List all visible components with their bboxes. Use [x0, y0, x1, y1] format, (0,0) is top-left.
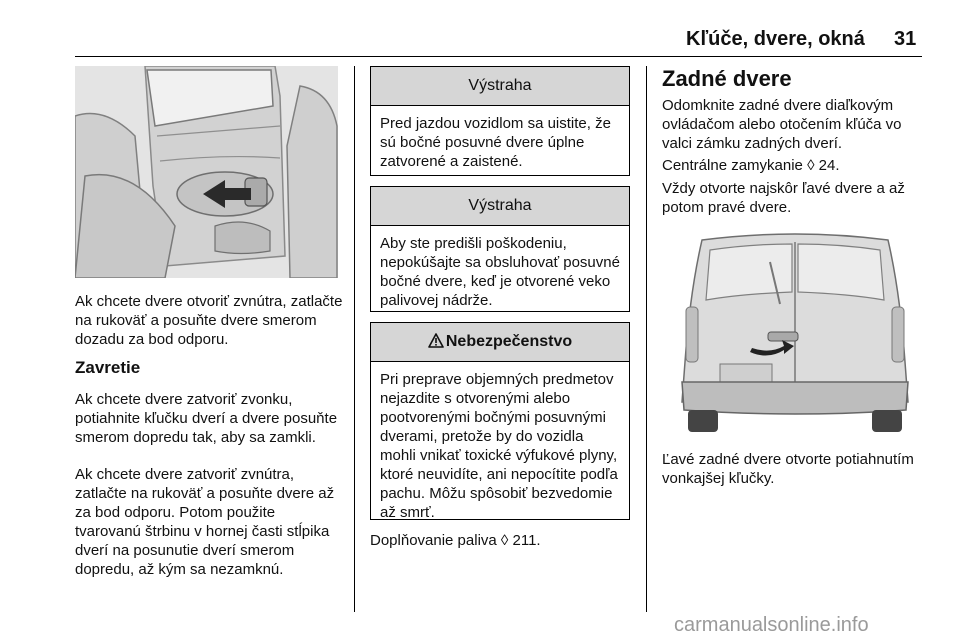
page-header-title: Kľúče, dvere, okná [686, 28, 865, 50]
refuel-reference: Doplňovanie paliva ◊ 211. [370, 532, 541, 549]
rear-doors-paragraph-2: Centrálne zamykanie ◊ 24. [662, 157, 840, 174]
close-paragraph-1: Ak chcete dvere zatvoriť zvonku, potiahnite kľučku dverí a dvere posuňte smerom dopredu tak, aby sa zamkli. [75, 391, 338, 446]
rear-doors-paragraph-3: Vždy otvorte najskôr ľavé dvere a až potom pravé dvere. [662, 180, 905, 216]
warning-box-2-text: Aby ste predišli poškodeniu, nepokúšajte sa obsluhovať posuvné bočné dvere, keď je otvorené veko palivovej nádrže. [380, 235, 620, 309]
warning-box-1-text: Pred jazdou vozidlom sa uistite, že sú bočné posuvné dvere úplne zatvorené a zaistené. [380, 115, 611, 170]
column-divider-right [646, 66, 647, 612]
rear-doors-van-figure [680, 232, 910, 437]
danger-box-text: Pri preprave objemných predmetov nejazdite s otvorenými alebo pootvorenými bočnými posuvnými dverami, pretože by do vozidla mohli vnikať toxické výfukové plyny, ktoré neuvidíte, ani nepocítite podľa pachu. Môžu spôsobiť bezvedomie až smrť. [380, 371, 618, 521]
fig1-caption: Ak chcete dvere otvoriť zvnútra, zatlačte na rukoväť a posuňte dvere smerom dozadu za bod odporu. [75, 293, 343, 348]
footer-watermark: carmanualsonline.info [674, 614, 869, 636]
close-paragraph-2: Ak chcete dvere zatvoriť zvnútra, zatlačte na rukoväť a posuňte dvere až za bod odporu. Potom použite tvarovanú štrbinu v hornej časti stĺpika dverí na posunutie dverí smerom dopredu, až kým sa nezamknú. [75, 466, 335, 578]
header-rule [75, 56, 922, 57]
danger-box [370, 322, 630, 520]
close-heading: Zavretie [75, 358, 141, 377]
fig2-caption: Ľavé zadné dvere otvorte potiahnutím vonkajšej kľučky. [662, 451, 914, 487]
page-number: 31 [894, 28, 917, 50]
warning-triangle-icon [428, 325, 444, 363]
warning-box-1-title: Výstraha [371, 67, 629, 106]
rear-doors-heading: Zadné dvere [662, 66, 792, 91]
rear-doors-paragraph-1: Odomknite zadné dvere diaľkovým ovládačom alebo otočením kľúča vo valci zámku zadných dverí. [662, 97, 902, 152]
warning-box-2-title: Výstraha [371, 187, 629, 226]
danger-box-header [371, 323, 629, 362]
sliding-door-interior-figure [75, 66, 338, 278]
warning-box-1 [370, 66, 630, 176]
column-divider-left [354, 66, 355, 612]
danger-box-title: Nebezpečenstvo [445, 333, 573, 350]
warning-box-2 [370, 186, 630, 312]
